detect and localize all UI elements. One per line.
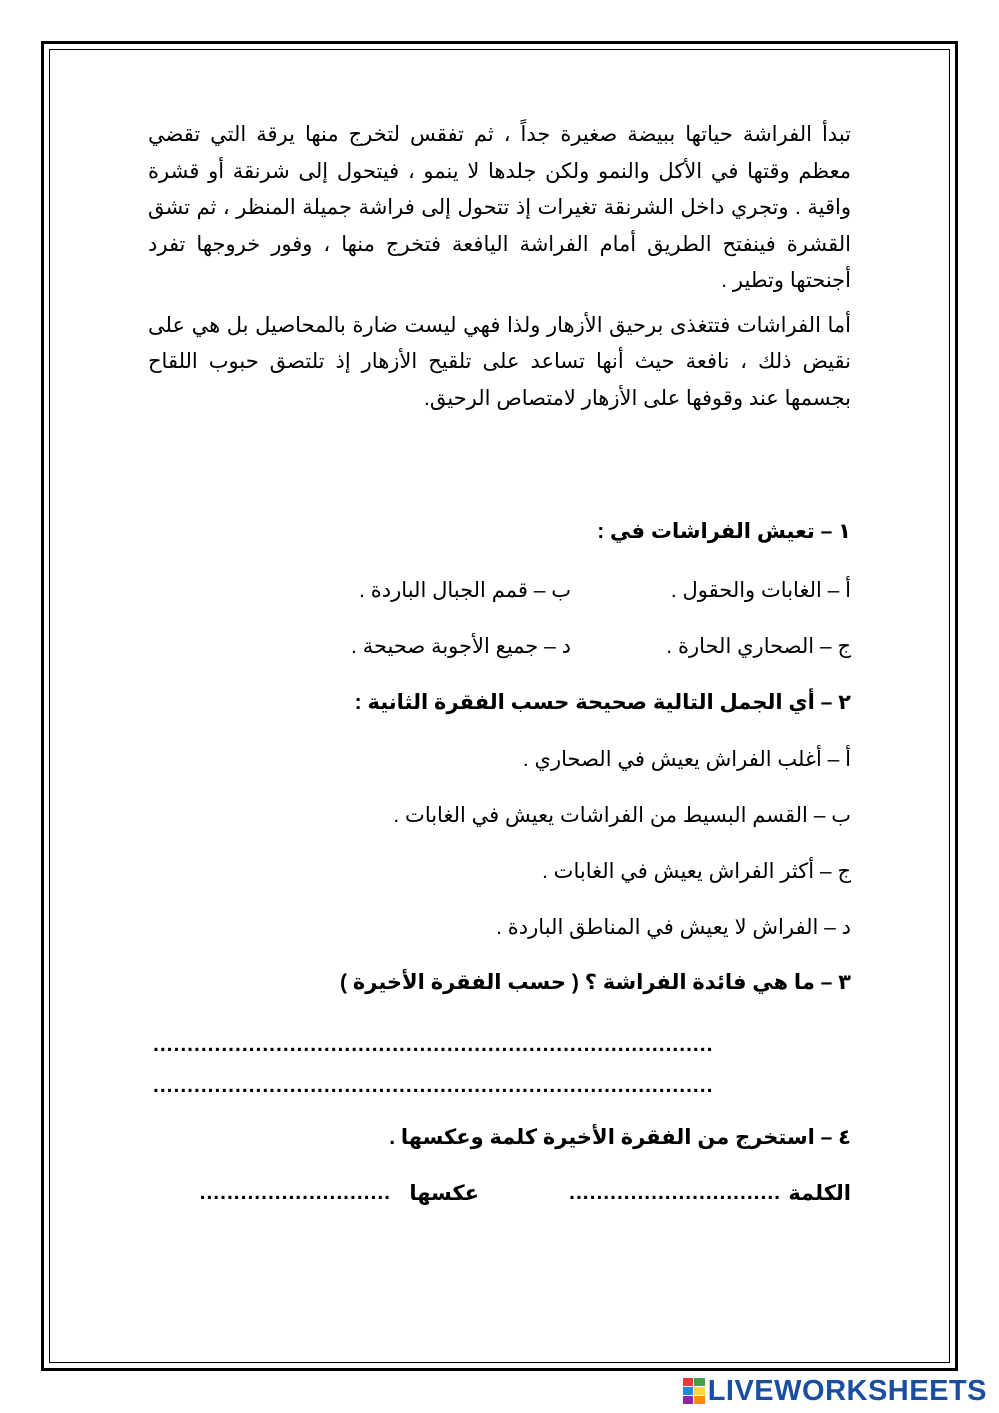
q1-option-d[interactable]: د – جميع الأجوبة صحيحة . bbox=[351, 635, 571, 658]
question-3-title: ٣ – ما هي فائدة الفراشة ؟ ( حسب الفقرة الأخيرة ) bbox=[340, 971, 851, 994]
q2-option-d[interactable]: د – الفراش لا يعيش في المناطق الباردة . bbox=[496, 916, 851, 939]
liveworksheets-brand: LIVEWORKSHEETS bbox=[707, 1374, 987, 1407]
q2-option-c[interactable]: ج – أكثر الفراش يعيش في الغابات . bbox=[542, 860, 851, 883]
q4-opposite-label: عكسها bbox=[409, 1182, 479, 1205]
question-2-title: ٢ – أي الجمل التالية صحيحة حسب الفقرة الثانية : bbox=[354, 691, 851, 714]
logo-block-6 bbox=[694, 1396, 705, 1404]
passage-paragraph-2: أما الفراشات فتتغذى برحيق الأزهار ولذا فهي ليست ضارة بالمحاصيل بل هي على نقيض ذلك ، نافعة حيث أنها تساعد على تلقيح الأزهار إذ تلتصق حبوب اللقاح بجسمها عند وقوفها على الأزهار لامتصاص الرحيق. bbox=[148, 313, 851, 410]
logo-block-2 bbox=[694, 1378, 705, 1386]
q2-option-a[interactable]: أ – أغلب الفراش يعيش في الصحاري . bbox=[522, 748, 851, 771]
logo-block-3 bbox=[683, 1387, 694, 1395]
question-4-title: ٤ – استخرج من الفقرة الأخيرة كلمة وعكسها . bbox=[389, 1126, 851, 1149]
q1-option-b[interactable]: ب – قمم الجبال الباردة . bbox=[359, 579, 571, 602]
liveworksheets-logo-icon bbox=[683, 1378, 705, 1404]
q4-word-label: الكلمة bbox=[788, 1182, 851, 1205]
logo-block-5 bbox=[683, 1396, 694, 1404]
liveworksheets-footer[interactable] bbox=[683, 1373, 987, 1409]
q1-option-c[interactable]: ج – الصحاري الحارة . bbox=[666, 635, 851, 658]
questions-area bbox=[148, 0, 851, 1413]
q3-answer-line-1[interactable]: .................................................................................. bbox=[153, 1033, 714, 1056]
logo-block-1 bbox=[683, 1378, 694, 1386]
q3-answer-line-2[interactable]: .................................................................................. bbox=[153, 1074, 714, 1097]
q1-option-a[interactable]: أ – الغابات والحقول . bbox=[670, 579, 851, 602]
logo-block-4 bbox=[694, 1387, 705, 1395]
q4-word-field[interactable]: ............................... bbox=[569, 1181, 781, 1204]
q2-option-b[interactable]: ب – القسم البسيط من الفراشات يعيش في الغابات . bbox=[393, 804, 851, 827]
q4-answer-row bbox=[148, 1181, 851, 1211]
passage-paragraph-1: تبدأ الفراشة حياتها ببيضة صغيرة جداً ، ثم تفقس لتخرج منها يرقة التي تقضي معظم وقتها في الأكل والنمو ولكن جلدها لا ينمو ، فيتحول إلى شرنقة أو قشرة واقية . وتجري داخل الشرنقة تغيرات إذ تتحول إلى فراشة جميلة المنظر ، ثم تشق القشرة فينفتح الطريق أمام الفراشة اليافعة فتخرج منها ، وفور خروجها تفرد أجنحتها وتطير . bbox=[148, 123, 851, 292]
question-1-title: ١ – تعيش الفراشات في : bbox=[597, 520, 851, 543]
q4-opposite-field[interactable]: ............................ bbox=[199, 1181, 391, 1204]
